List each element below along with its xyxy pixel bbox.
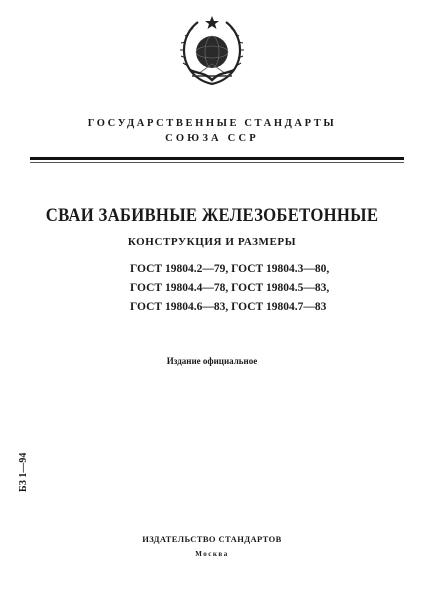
publisher-name: ИЗДАТЕЛЬСТВО СТАНДАРТОВ [142,534,282,544]
document-subtitle: КОНСТРУКЦИЯ И РАЗМЕРЫ [127,236,297,248]
header-line-2: СОЮЗА ССР [165,133,259,144]
edition-note: Издание официальное [166,356,258,366]
ussr-state-emblem-icon [178,14,246,90]
standards-line: ГОСТ 19804.6—83, ГОСТ 19804.7—83 [130,301,327,313]
header-divider-thin [30,162,404,163]
document-title: СВАИ ЗАБИВНЫЕ ЖЕЛЕЗОБЕТОННЫЕ [45,205,379,226]
standards-line: ГОСТ 19804.4—78, ГОСТ 19804.5—83, [130,282,330,294]
standards-line: ГОСТ 19804.2—79, ГОСТ 19804.3—80, [130,263,330,275]
header-line-1: ГОСУДАРСТВЕННЫЕ СТАНДАРТЫ [87,118,337,129]
publisher-city: Москва [195,550,229,558]
standards-list [130,260,370,317]
header-divider-thick [30,157,404,160]
side-catalog-code: БЗ 1—94 [18,452,29,492]
